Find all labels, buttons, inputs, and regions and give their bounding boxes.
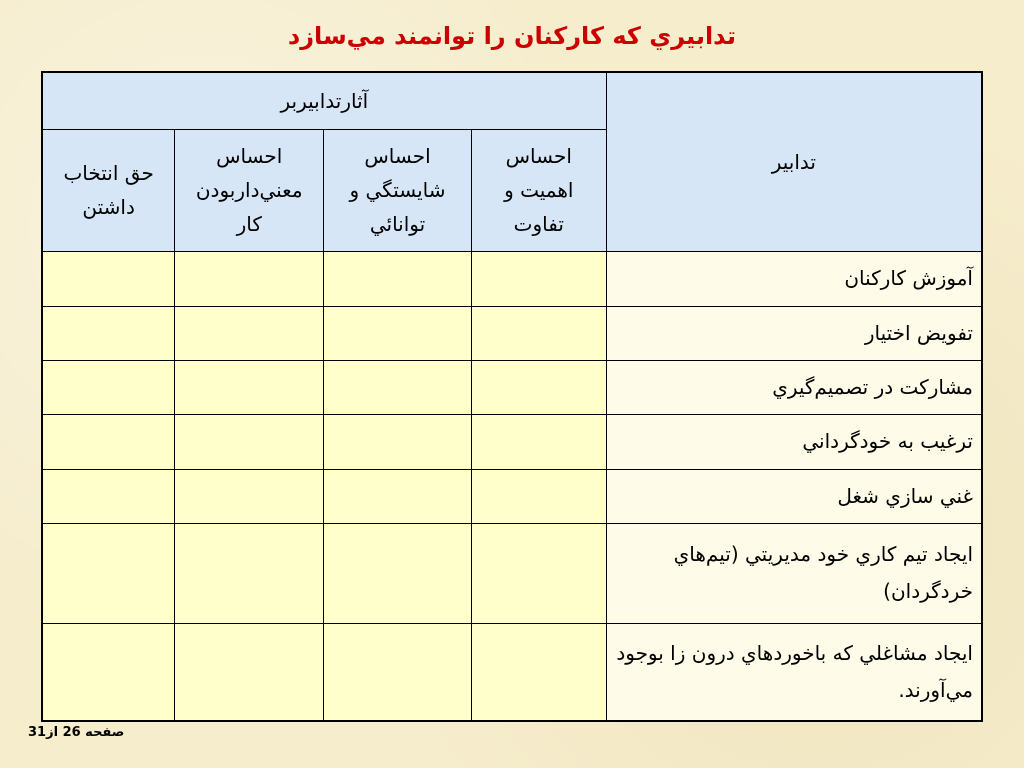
table-cell: [471, 306, 606, 360]
measure-label: تفويض اختيار: [606, 306, 982, 360]
table-cell: [42, 306, 175, 360]
table-cell: [175, 414, 324, 469]
table-row: [42, 414, 982, 469]
table-cell: [471, 469, 606, 523]
measures-column-header: تدابير: [606, 72, 982, 251]
table-row: [42, 623, 982, 721]
table-cell: [42, 414, 175, 469]
table-cell: [42, 469, 175, 523]
measure-label: آموزش كاركنان: [606, 251, 982, 306]
effects-group-header: آثارتدابيربر: [42, 72, 606, 129]
table-row: [42, 360, 982, 414]
table-cell: [175, 623, 324, 721]
measure-label: ايجاد مشاغلي كه باخوردهاي درون زا بوجود مي‌آورند.: [606, 623, 982, 721]
table-row: [42, 306, 982, 360]
table-cell: [471, 523, 606, 623]
table-cell: [471, 414, 606, 469]
table-cell: [175, 469, 324, 523]
table-cell: [324, 414, 472, 469]
table-row: [42, 523, 982, 623]
table-cell: [175, 523, 324, 623]
table-cell: [324, 251, 472, 306]
measure-label: غني سازي شغل: [606, 469, 982, 523]
table-cell: [175, 251, 324, 306]
measures-table: [41, 71, 983, 722]
measure-label: مشاركت در تصميم‌گيري: [606, 360, 982, 414]
table-row: [42, 469, 982, 523]
effect-header-choice: حق انتخاب داشتن: [42, 129, 175, 251]
measure-label: ايجاد تيم كاري خود مديريتي (تيم‌هاي خردگردان): [606, 523, 982, 623]
table-cell: [42, 523, 175, 623]
measure-label: ترغيب به خودگرداني: [606, 414, 982, 469]
table-cell: [324, 306, 472, 360]
table-cell: [324, 469, 472, 523]
table-cell: [175, 360, 324, 414]
table-cell: [42, 623, 175, 721]
page-number: صفحه 26 از31: [28, 725, 125, 740]
table-cell: [42, 360, 175, 414]
slide-title: تدابيري كه كاركنان را توانمند مي‌سازد: [287, 22, 737, 50]
table-cell: [471, 251, 606, 306]
effect-header-competence: احساس شايستگي و توانائي: [324, 129, 472, 251]
effect-header-importance: احساس اهميت و تفاوت: [471, 129, 606, 251]
table-cell: [324, 623, 472, 721]
table-cell: [324, 360, 472, 414]
effect-header-meaningfulness: احساس معني‌داربودن كار: [175, 129, 324, 251]
table-row: [42, 251, 982, 306]
table-cell: [42, 251, 175, 306]
table-cell: [471, 623, 606, 721]
table-cell: [324, 523, 472, 623]
table-cell: [175, 306, 324, 360]
table-cell: [471, 360, 606, 414]
